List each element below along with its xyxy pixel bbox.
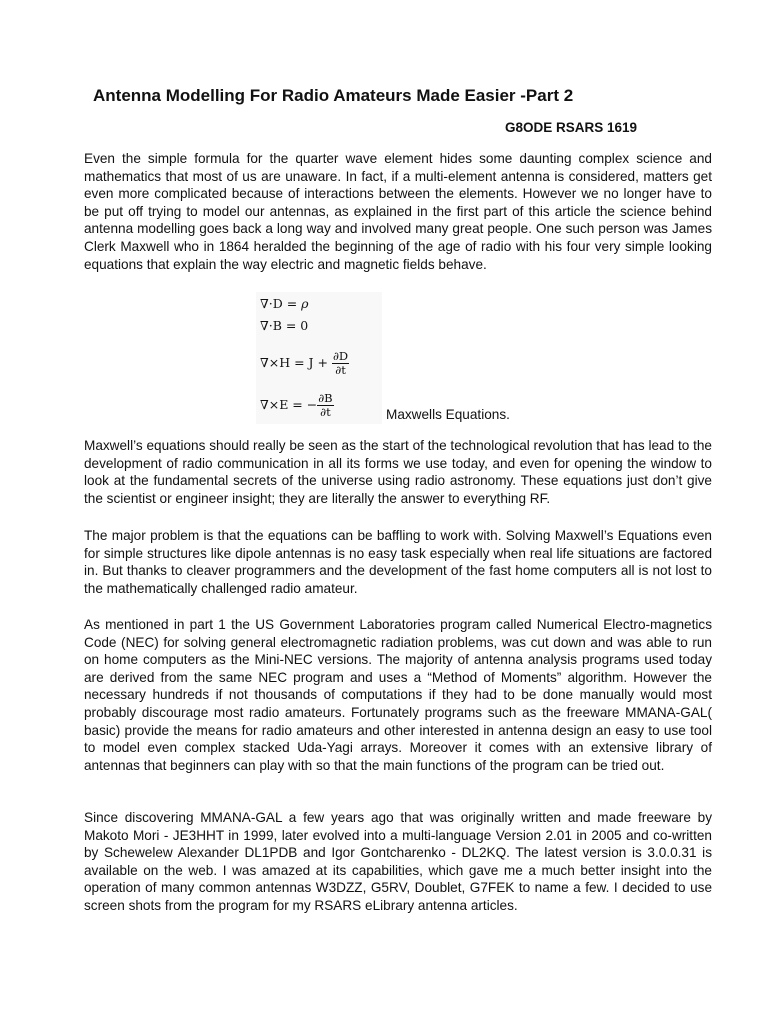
equation-text: ∇×E = −: [260, 397, 318, 412]
fraction-numerator: ∂D: [332, 349, 349, 363]
maxwell-equations-figure: [256, 292, 382, 424]
equation-gauss-magnetic: ∇·B = 0: [260, 318, 309, 333]
equation-ampere: [260, 350, 349, 377]
fraction-denominator: ∂t: [335, 363, 346, 377]
equation-faraday: [260, 392, 334, 419]
paragraph-intro: Even the simple formula for the quarter wave element hides some daunting complex science and mathematics that most of us are unaware. In fact, if a multi-element antenna is considered, matters get even more complicated because of interactions between the elements. However we no longer have to be put off trying to model our antennas, as explained in the first part of this article the science behind antenna modelling goes back a long way and involved many great people. One such person was James Clerk Maxwell who in 1864 heralded the beginning of the age of radio with his four very simple looking equations that explain the way electric and magnetic fields behave.: [84, 151, 712, 272]
equation-text: ∇×H = J +: [260, 355, 332, 370]
equation-symbol: ρ: [301, 296, 309, 311]
fraction-denominator: ∂t: [320, 405, 331, 419]
author-callsign: G8ODE RSARS 1619: [505, 120, 638, 135]
document-title: Antenna Modelling For Radio Amateurs Made Easier -Part 2: [93, 86, 574, 105]
equations-caption: Maxwells Equations.: [386, 407, 510, 422]
equation-fraction: [317, 392, 333, 419]
equation-fraction: [332, 350, 349, 377]
equation-gauss-electric: [260, 296, 309, 311]
paragraph-mmana-gal: Since discovering MMANA-GAL a few years ago that was originally written and made freeware by Makoto Mori - JE3HHT in 1999, later evolved into a multi-language Version 2.01 in 2005 and co-written by Schewelew Alexander DL1PDB and Igor Gontcharenko - DL2KQ. The latest version is 3.0.0.31 is available on the web. I was amazed at its capabilities, which gave me a much better insight into the operation of many common antennas W3DZZ, G5RV, Doublet, G7FEK to name a few. I decided to use screen shots from the program for my RSARS eLibrary antenna articles.: [84, 810, 712, 913]
paragraph-problem: The major problem is that the equations can be baffling to work with. Solving Maxwell’s Equations even for simple structures like dipole antennas is no easy task especially when real life situations are factored in. But thanks to cleaver programmers and the development of the fast home computers all is not lost to the mathematically challenged radio amateur.: [84, 528, 712, 596]
equation-text: ∇·D =: [260, 296, 302, 311]
paragraph-maxwell: Maxwell’s equations should really be seen as the start of the technological revolution that has lead to the development of radio communication in all its forms we use today, and even for opening the window to look at the fundamental secrets of the universe using radio astronomy. These equations just don’t give the scientist or engineer insight; they are literally the answer to everything RF.: [84, 438, 712, 506]
fraction-numerator: ∂B: [318, 391, 333, 405]
paragraph-nec: As mentioned in part 1 the US Government Laboratories program called Numerical Electro-magnetics Code (NEC) for solving general electromagnetic radiation problems, was cut down and was able to run on home computers as the Mini-NEC versions. The majority of antenna analysis programs used today are derived from the same NEC program and uses a “Method of Moments” algorithm. However the necessary hundreds if not thousands of computations if they had to be done manually would most probably discourage most radio amateurs. Fortunately programs such as the freeware MMANA-GAL( basic) provide the means for radio amateurs and other interested in antenna design an easy to use tool to model even complex stacked Uda-Yagi arrays. Moreover it comes with an extensive library of antennas that beginners can play with so that the main functions of the program can be tried out.: [84, 617, 712, 773]
